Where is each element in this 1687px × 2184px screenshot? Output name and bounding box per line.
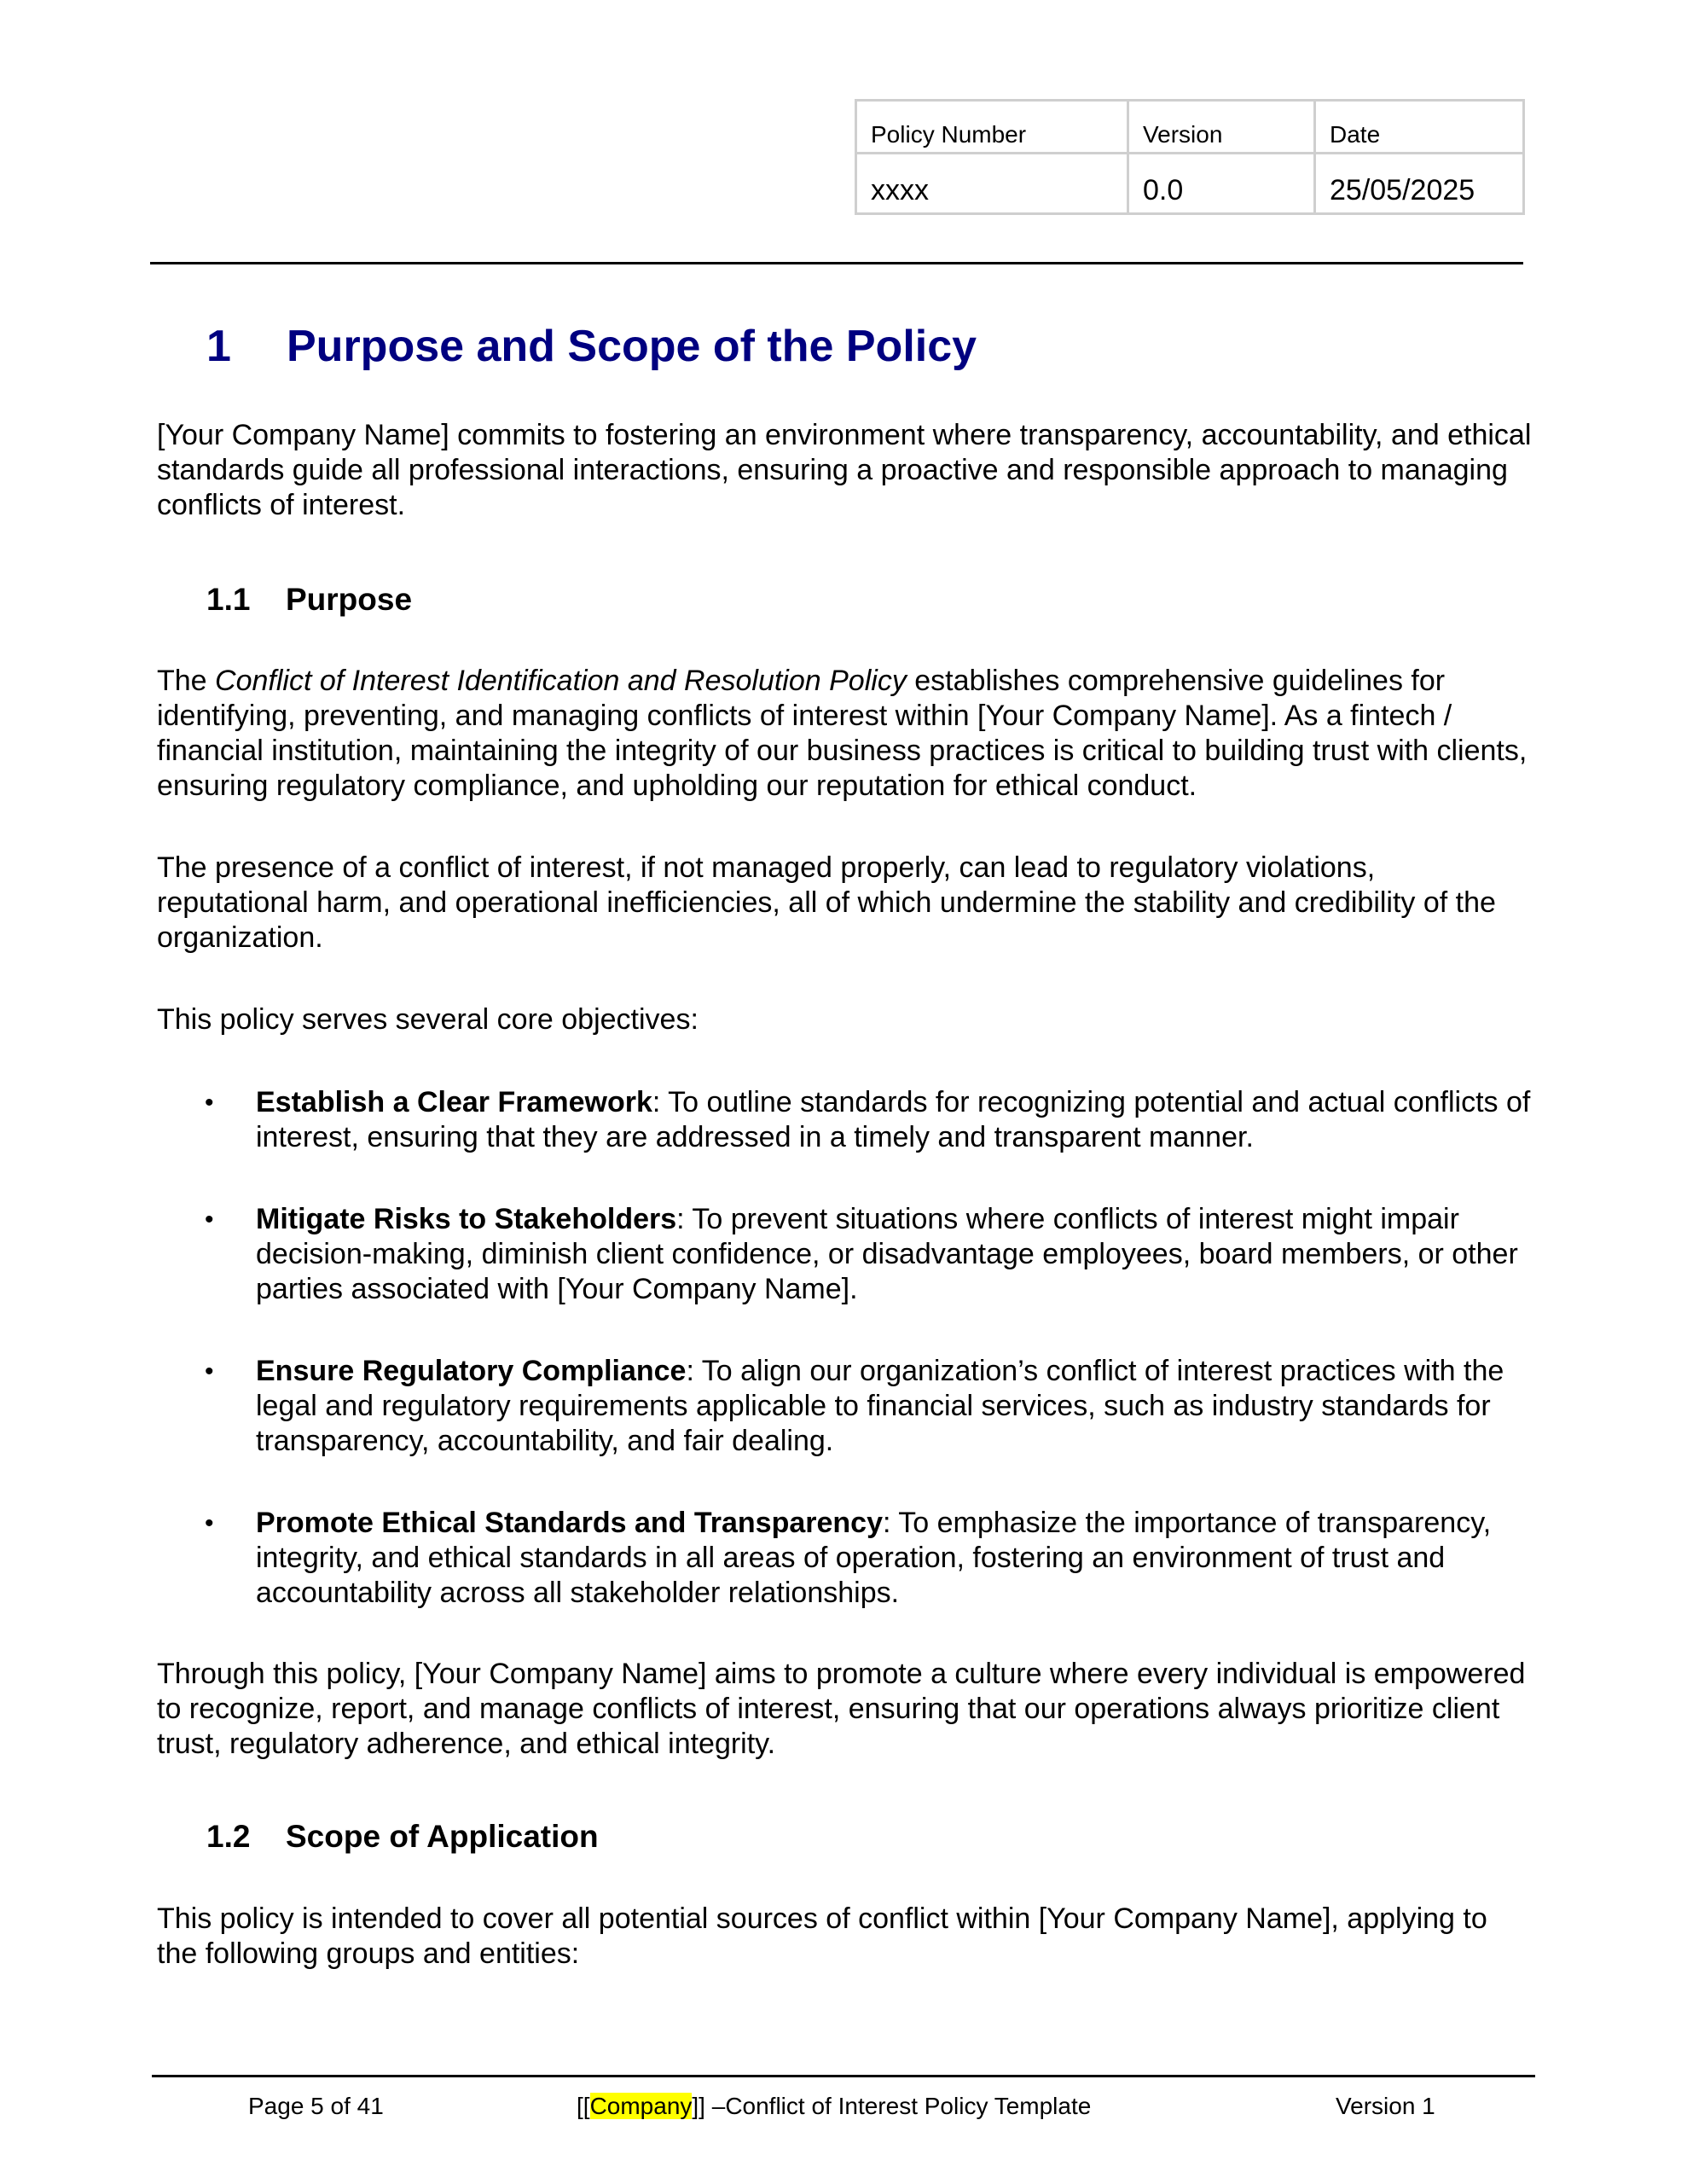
closing-paragraph: Through this policy, [Your Company Name] aims to promote a culture where every individual is empowered to recognize, report, and manage conflicts of interest, ensuring that our operations always prioritize client trust, regulatory adherence, and ethical integrity.	[157, 1658, 1526, 1760]
objective-title: Ensure Regulatory Compliance	[256, 1355, 687, 1387]
policy-number-header: Policy Number	[856, 101, 1128, 154]
objective-text: : To align our organization’s conflict of interest practices with the legal and regulatory requirements applicable to financial services, such as industry standards for transparency, accountability, and fair dealing.	[256, 1355, 1504, 1457]
policy-number-value: xxxx	[856, 154, 1128, 214]
bullet-icon: •	[205, 1509, 214, 1537]
purpose-paragraph	[157, 664, 1534, 804]
date-value: 25/05/2025	[1315, 154, 1524, 214]
footer-document-title	[577, 2092, 1091, 2121]
policy-meta-table	[855, 99, 1525, 215]
policy-meta-value-row	[856, 154, 1524, 214]
header-divider	[150, 262, 1523, 264]
bullet-icon: •	[205, 1089, 214, 1117]
bullet-icon: •	[205, 1357, 214, 1385]
subsection-heading-1-1	[206, 581, 412, 619]
bullet-icon: •	[205, 1205, 214, 1234]
footer-divider	[152, 2075, 1535, 2077]
footer-title-suffix: ]] –Conflict of Interest Policy Template	[692, 2093, 1092, 2119]
section-number: 1	[206, 322, 231, 371]
footer-page-number: Page 5 of 41	[248, 2093, 384, 2119]
objective-text: : To prevent situations where conflicts of interest might impair decision-making, diminish client confidence, or disadvantage employees, board members, or other parties associated with [Your Company Name].	[256, 1203, 1518, 1305]
objective-title: Establish a Clear Framework	[256, 1086, 652, 1118]
policy-name-italic: Conflict of Interest Identification and Resolution Policy	[215, 665, 907, 697]
section-title: Purpose and Scope of the Policy	[287, 322, 977, 371]
version-value: 0.0	[1128, 154, 1315, 214]
objective-text: : To outline standards for recognizing potential and actual conflicts of interest, ensuring that they are addressed in a timely and transparent manner.	[256, 1086, 1531, 1153]
section-heading-1	[206, 321, 977, 372]
section-intro-paragraph: [Your Company Name] commits to fostering an environment where transparency, accountability, and ethical standards guide all professional interactions, ensuring a proactive and responsible approach to managing conflicts of interest.	[157, 419, 1532, 521]
subsection-number: 1.2	[206, 1819, 251, 1854]
subsection-title: Scope of Application	[286, 1819, 599, 1854]
objective-title: Promote Ethical Standards and Transparency	[256, 1507, 884, 1539]
risk-paragraph: The presence of a conflict of interest, if not managed properly, can lead to regulatory violations, reputational harm, and operational inefficiencies, all of which undermine the stability and credibility of the organization.	[157, 851, 1496, 954]
purpose-text-suffix: establishes comprehensive guidelines for identifying, preventing, and managing conflicts of interest within [Your Company Name]. As a fintech / financial institution, maintaining the integrity of our business practices is critical to building trust with clients, ensuring regulatory compliance, and upholding our reputation for ethical conduct.	[157, 665, 1528, 802]
scope-paragraph: This policy is intended to cover all potential sources of conflict within [Your Company Name], applying to the following groups and entities:	[157, 1902, 1487, 1970]
objective-text: : To emphasize the importance of transparency, integrity, and ethical standards in all areas of operation, fostering an environment of trust and accountability across all stakeholder relationships.	[256, 1507, 1492, 1609]
version-header: Version	[1128, 101, 1315, 154]
subsection-title: Purpose	[286, 582, 413, 617]
objective-title: Mitigate Risks to Stakeholders	[256, 1203, 677, 1235]
date-header: Date	[1315, 101, 1524, 154]
subsection-heading-1-2	[206, 1818, 599, 1856]
subsection-number: 1.1	[206, 582, 251, 617]
policy-meta-header-row	[856, 101, 1524, 154]
footer-title-prefix: [[	[577, 2093, 590, 2119]
objectives-intro: This policy serves several core objectives:	[157, 1003, 699, 1036]
company-placeholder-highlight: Company	[589, 2093, 693, 2119]
footer-version: Version 1	[1336, 2093, 1435, 2119]
purpose-text-prefix: The	[157, 665, 216, 697]
